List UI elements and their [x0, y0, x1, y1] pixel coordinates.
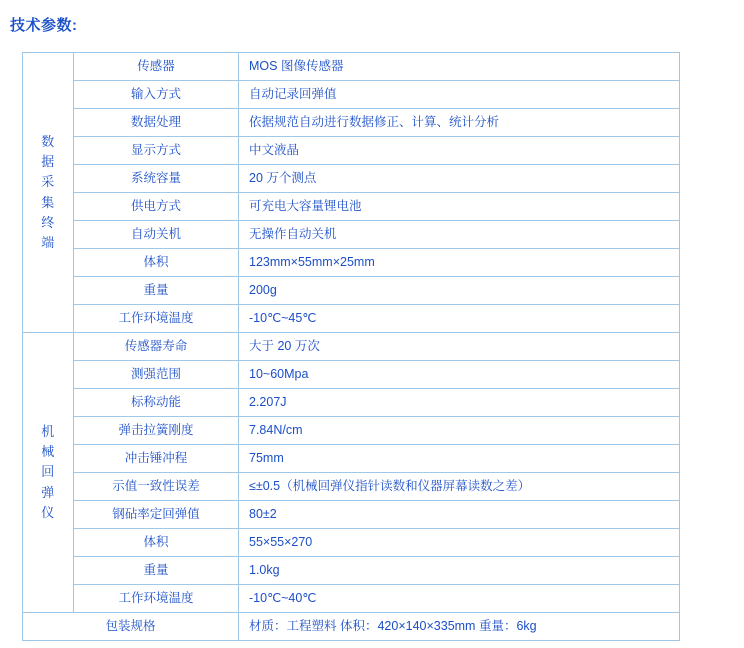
row-label: 供电方式 — [74, 193, 239, 221]
row-label: 工作环境温度 — [74, 305, 239, 333]
row-value: 依据规范自动进行数据修正、计算、统计分析 — [239, 109, 680, 137]
table-row — [23, 277, 680, 305]
row-label: 显示方式 — [74, 137, 239, 165]
table-row — [23, 305, 680, 333]
table-row — [23, 193, 680, 221]
row-label: 传感器 — [74, 53, 239, 81]
row-value: 中文液晶 — [239, 137, 680, 165]
row-label: 标称动能 — [74, 389, 239, 417]
row-value: 123mm×55mm×25mm — [239, 249, 680, 277]
group-char: 机 — [41, 424, 55, 440]
group-char: 仪 — [41, 504, 55, 520]
row-label: 数据处理 — [74, 109, 239, 137]
table-row — [23, 417, 680, 445]
group-label-mechanical-hammer — [23, 333, 74, 613]
row-label: 传感器寿命 — [74, 333, 239, 361]
table-row — [23, 221, 680, 249]
group-char: 数 — [41, 134, 55, 150]
table-row — [23, 53, 680, 81]
table-row — [23, 585, 680, 613]
group-char: 采 — [41, 174, 55, 190]
table-row — [23, 249, 680, 277]
table-row — [23, 445, 680, 473]
row-value: 7.84N/cm — [239, 417, 680, 445]
table-row — [23, 529, 680, 557]
table-row — [23, 81, 680, 109]
row-label: 体积 — [74, 249, 239, 277]
row-value: 55×55×270 — [239, 529, 680, 557]
group-char: 集 — [41, 194, 55, 210]
row-value: MOS 图像传感器 — [239, 53, 680, 81]
packaging-label: 包装规格 — [23, 613, 239, 641]
row-value: 10~60Mpa — [239, 361, 680, 389]
row-value: -10℃~45℃ — [239, 305, 680, 333]
specifications-table — [22, 52, 680, 641]
row-label: 测强范围 — [74, 361, 239, 389]
row-value: 20 万个测点 — [239, 165, 680, 193]
table-row — [23, 361, 680, 389]
row-label: 钢砧率定回弹值 — [74, 501, 239, 529]
page-title: 技术参数: — [10, 17, 78, 34]
group-char: 端 — [41, 234, 55, 250]
table-row — [23, 109, 680, 137]
row-label: 体积 — [74, 529, 239, 557]
table-row — [23, 557, 680, 585]
row-label: 示值一致性误差 — [74, 473, 239, 501]
row-value: 可充电大容量锂电池 — [239, 193, 680, 221]
row-value: 1.0kg — [239, 557, 680, 585]
row-value: 75mm — [239, 445, 680, 473]
table-row — [23, 473, 680, 501]
row-value: 自动记录回弹值 — [239, 81, 680, 109]
table-row — [23, 389, 680, 417]
row-label: 弹击拉簧刚度 — [74, 417, 239, 445]
row-value: -10℃~40℃ — [239, 585, 680, 613]
row-label: 冲击锤冲程 — [74, 445, 239, 473]
group-char: 终 — [41, 214, 55, 230]
row-value: 200g — [239, 277, 680, 305]
group-label-data-terminal — [23, 53, 74, 333]
packaging-value: 材质：工程塑料 体积：420×140×335mm 重量：6kg — [239, 613, 680, 641]
table-row — [23, 165, 680, 193]
row-value: 无操作自动关机 — [239, 221, 680, 249]
table-row — [23, 137, 680, 165]
row-label: 自动关机 — [74, 221, 239, 249]
row-value: 大于 20 万次 — [239, 333, 680, 361]
table-row — [23, 333, 680, 361]
group-char: 弹 — [41, 484, 55, 500]
table-row — [23, 501, 680, 529]
table-row-packaging — [23, 613, 680, 641]
row-value: 2.207J — [239, 389, 680, 417]
row-label: 系统容量 — [74, 165, 239, 193]
row-label: 输入方式 — [74, 81, 239, 109]
group-char: 回 — [41, 464, 55, 480]
group-char: 据 — [41, 154, 55, 170]
row-label: 重量 — [74, 277, 239, 305]
row-label: 重量 — [74, 557, 239, 585]
row-label: 工作环境温度 — [74, 585, 239, 613]
row-value: 80±2 — [239, 501, 680, 529]
group-char: 械 — [41, 444, 55, 460]
row-value: ≤±0.5（机械回弹仪指针读数和仪器屏幕读数之差） — [239, 473, 680, 501]
